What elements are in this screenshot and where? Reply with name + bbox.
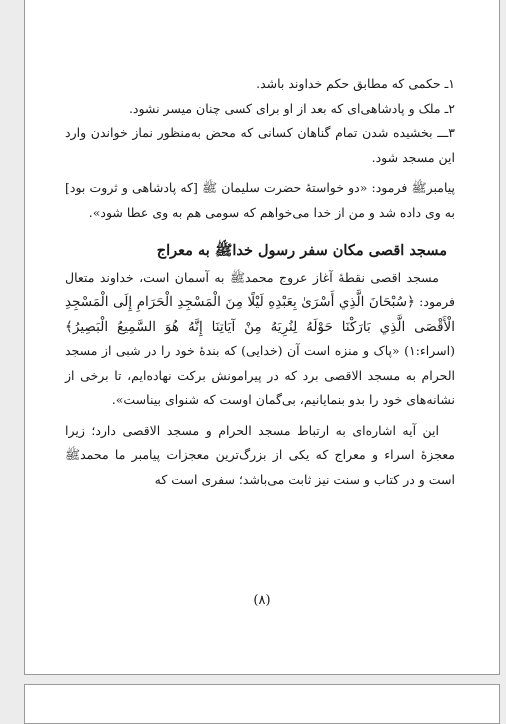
list-item-2: ۲ـ ملک و پادشاهی‌ای که بعد از او برای کسی چنان میسر نشود. bbox=[128, 100, 455, 116]
paragraph-connection: این آیه اشاره‌ای به ارتباط مسجد الحرام و مسجد الاقصی دارد؛ زیرا معجزهٔ اسراء و معراج که یکی از بزرگ‌ترین معجزات پیامبر ما محمدﷺ است و در کتاب و سنت نیز ثابت می‌باشد؛ سفری است که bbox=[65, 422, 455, 487]
quran-verse: ﴿سُبْحَانَ الَّذِي أَسْرَىٰ بِعَبْدِهِ لَيْلًا مِنَ الْمَسْجِدِ الْحَرَامِ إِلَى الْمَسْجِدِ الْأَقْصَى الَّذِي بَارَكْنَا حَوْلَهُ لِنُرِيَهُ مِنْ آيَاتِنَا إِنَّهُ هُوَ السَّمِيعُ الْبَصِيرُ﴾ bbox=[65, 294, 455, 335]
list-item-1: ۱ـ حکمی که مطابق حکم خداوند باشد. bbox=[256, 76, 455, 91]
list-item-3: ۳ـــ بخشیده شدن تمام گناهان کسانی که محض به‌منظور نماز خواندن وارد این مسجد شود. bbox=[65, 125, 455, 165]
next-page-edge bbox=[24, 684, 500, 724]
paragraph-prophet-quote: پیامبرﷺ فرمود: «دو خواستهٔ حضرت سلیمان ﷺ [که پادشاهی و ثروت بود] به وی داده شد و من از خدا می‌خواهم که سومی هم به وی عطا شود». bbox=[65, 180, 455, 220]
section-heading: مسجد اقصی مکان سفر رسول خداﷺ به معراج bbox=[156, 242, 447, 259]
paragraph-aqsa-translation: (اسراء:۱) «پاک و منزه است آن (خدایی) که بندهٔ خود را در شبی از مسجد الحرام به مسجد الاقصی برد که در پیرامونش برکت نهاده‌ایم، تا برخی از نشانه‌های خود را بدو بنمایانیم، بی‌گمان اوست که شنوای بیناست». bbox=[65, 343, 455, 407]
page-body bbox=[65, 72, 455, 492]
book-page bbox=[24, 0, 500, 675]
paragraph-aqsa bbox=[65, 266, 455, 413]
page-number: (۸) bbox=[253, 593, 271, 608]
paragraph-aqsa-intro: مسجد اقصی نقطهٔ آغاز عروج محمدﷺ به آسمان است، خداوند متعال فرمود: bbox=[65, 269, 455, 309]
